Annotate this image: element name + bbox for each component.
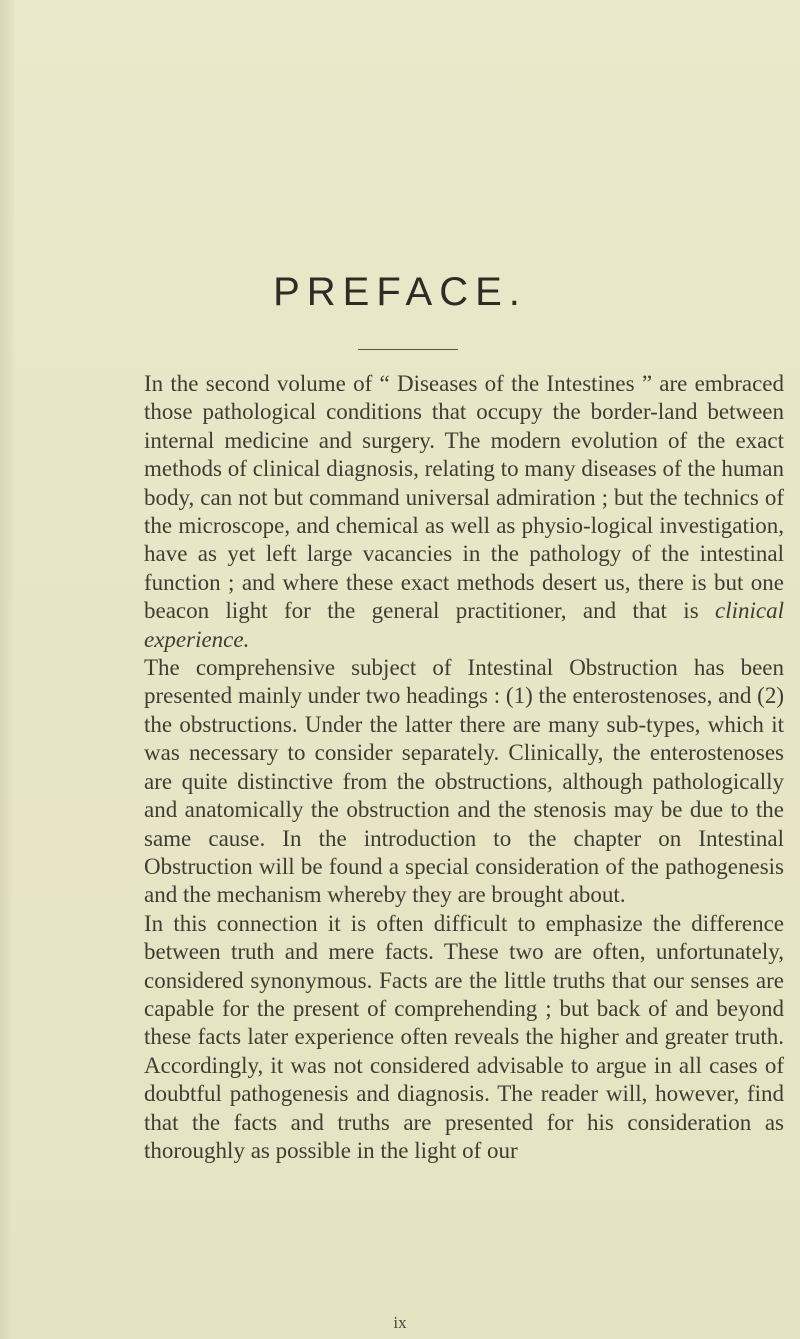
- page-number: ix: [393, 1313, 407, 1332]
- paragraph-1-italic: clinical experience.: [144, 598, 784, 652]
- page-title: PREFACE.: [273, 270, 527, 314]
- page-binding-edge: [0, 0, 14, 1339]
- paragraph-1-text: In the second volume of “ Diseases of the Intestines ” are embraced those pathological conditions that occupy the border-land between internal medicine and surgery. The modern evolution of the exact methods of clinical diagnosis, relating to many diseases of the human body, can not but command universal admiration ; but the technics of the microscope, and chemical as well as physio-logical investigation, have as yet left large vacancies in the pathology of the intestinal function ; and where these exact methods desert us, there is but one beacon light for the general practitioner, and that is: [144, 371, 784, 624]
- title-rule: [358, 349, 458, 350]
- preface-body: [144, 370, 784, 1165]
- paragraph-3: In this connection it is often difficult to emphasize the difference between truth and mere facts. These two are often, unfortunately, considered synonymous. Facts are the little truths that our senses are capable for the present of comprehending ; but back of and beyond these facts later experience often reveals the higher and greater truth. Accordingly, it was not considered advisable to argue in all cases of doubtful pathogenesis and diagnosis. The reader will, however, find that the facts and truths are presented for his consideration as thoroughly as possible in the light of our: [144, 910, 784, 1163]
- paragraph-1: [144, 370, 784, 654]
- paragraph-2: The comprehensive subject of Intestinal Obstruction has been presented mainly under two headings : (1) the enterostenoses, and (2) the obstructions. Under the latter there are many sub-types, which it was necessary to consider separately. Clinically, the enterostenoses are quite distinctive from the obstructions, although pathologically and anatomically the obstruction and the stenosis may be due to the same cause. In the introduction to the chapter on Intestinal Obstruction will be found a special consideration of the pathogenesis and the mechanism whereby they are brought about.: [144, 655, 784, 908]
